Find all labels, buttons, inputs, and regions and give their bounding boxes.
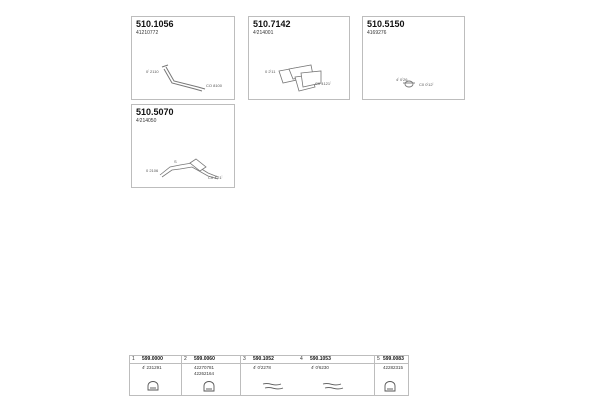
part-number: 510.1056 <box>136 19 174 29</box>
drawing-label: C0 4ⁱ21ⁱ <box>208 175 223 180</box>
parts-strip <box>129 355 409 396</box>
part-code: 590.1053 <box>310 356 331 362</box>
drawing-label: S <box>174 159 177 164</box>
clamp-drawing <box>363 17 466 101</box>
drawing-label: 4ⁱ 0ⁱ26 <box>396 77 408 82</box>
part-number: 510.5070 <box>136 107 174 117</box>
part-card-510-5070[interactable] <box>131 104 235 188</box>
drawing-label: 0 2ⁱ11 <box>265 69 276 74</box>
part-index: 4 <box>300 356 303 362</box>
part-code: 599.0060 <box>194 356 215 362</box>
part-cell-1[interactable] <box>130 356 182 395</box>
part-card-510-7142[interactable] <box>248 16 350 100</box>
part-number: 510.5150 <box>367 19 405 29</box>
part-code: 599.0083 <box>383 356 404 362</box>
drawing-label: 0ⁱ 2110 <box>146 69 159 74</box>
part-code: 599.0000 <box>142 356 163 362</box>
part-card-510-5150[interactable] <box>362 16 465 100</box>
part-number: 510.7142 <box>253 19 291 29</box>
part-index: 2 <box>184 356 187 362</box>
part-cell-3-4[interactable] <box>241 356 375 395</box>
part-reference: 4ⁱ214050 <box>136 118 157 124</box>
part-reference: 42270781 42262164 <box>194 365 215 376</box>
part-reference: 4ⁱ214001 <box>253 30 274 36</box>
part-reference: 4169276 <box>367 30 387 36</box>
clamp-icon <box>182 356 241 395</box>
part-index: 3 <box>243 356 246 362</box>
part-reference: 42282315 <box>383 365 404 370</box>
part-cell-2[interactable] <box>182 356 241 395</box>
exhaust-pipe-drawing <box>132 105 236 189</box>
part-cell-5[interactable] <box>375 356 408 395</box>
drawing-label: CO 8100 <box>206 83 223 88</box>
part-index: 5 <box>377 356 380 362</box>
part-card-510-1056[interactable] <box>131 16 235 100</box>
clamp-icon <box>130 356 182 395</box>
part-index: 1 <box>132 356 135 362</box>
part-reference: 4ⁱ 0ⁱ2278 <box>253 365 271 370</box>
part-reference: 41210772 <box>136 30 159 36</box>
exhaust-pipe-drawing <box>132 17 236 101</box>
muffler-drawing <box>249 17 351 101</box>
drawing-label: C0 4121ⁱ <box>315 81 331 86</box>
part-reference: 4ⁱ 0ⁱ6230 <box>311 365 329 370</box>
gasket-icons <box>241 356 375 395</box>
part-code: 590.1052 <box>253 356 274 362</box>
part-reference: 4ⁱ 231291 <box>142 365 162 370</box>
drawing-label: 0 2106 <box>146 168 159 173</box>
drawing-label: C0 0ⁱ12ⁱ <box>419 82 434 87</box>
clamp-icon <box>375 356 408 395</box>
